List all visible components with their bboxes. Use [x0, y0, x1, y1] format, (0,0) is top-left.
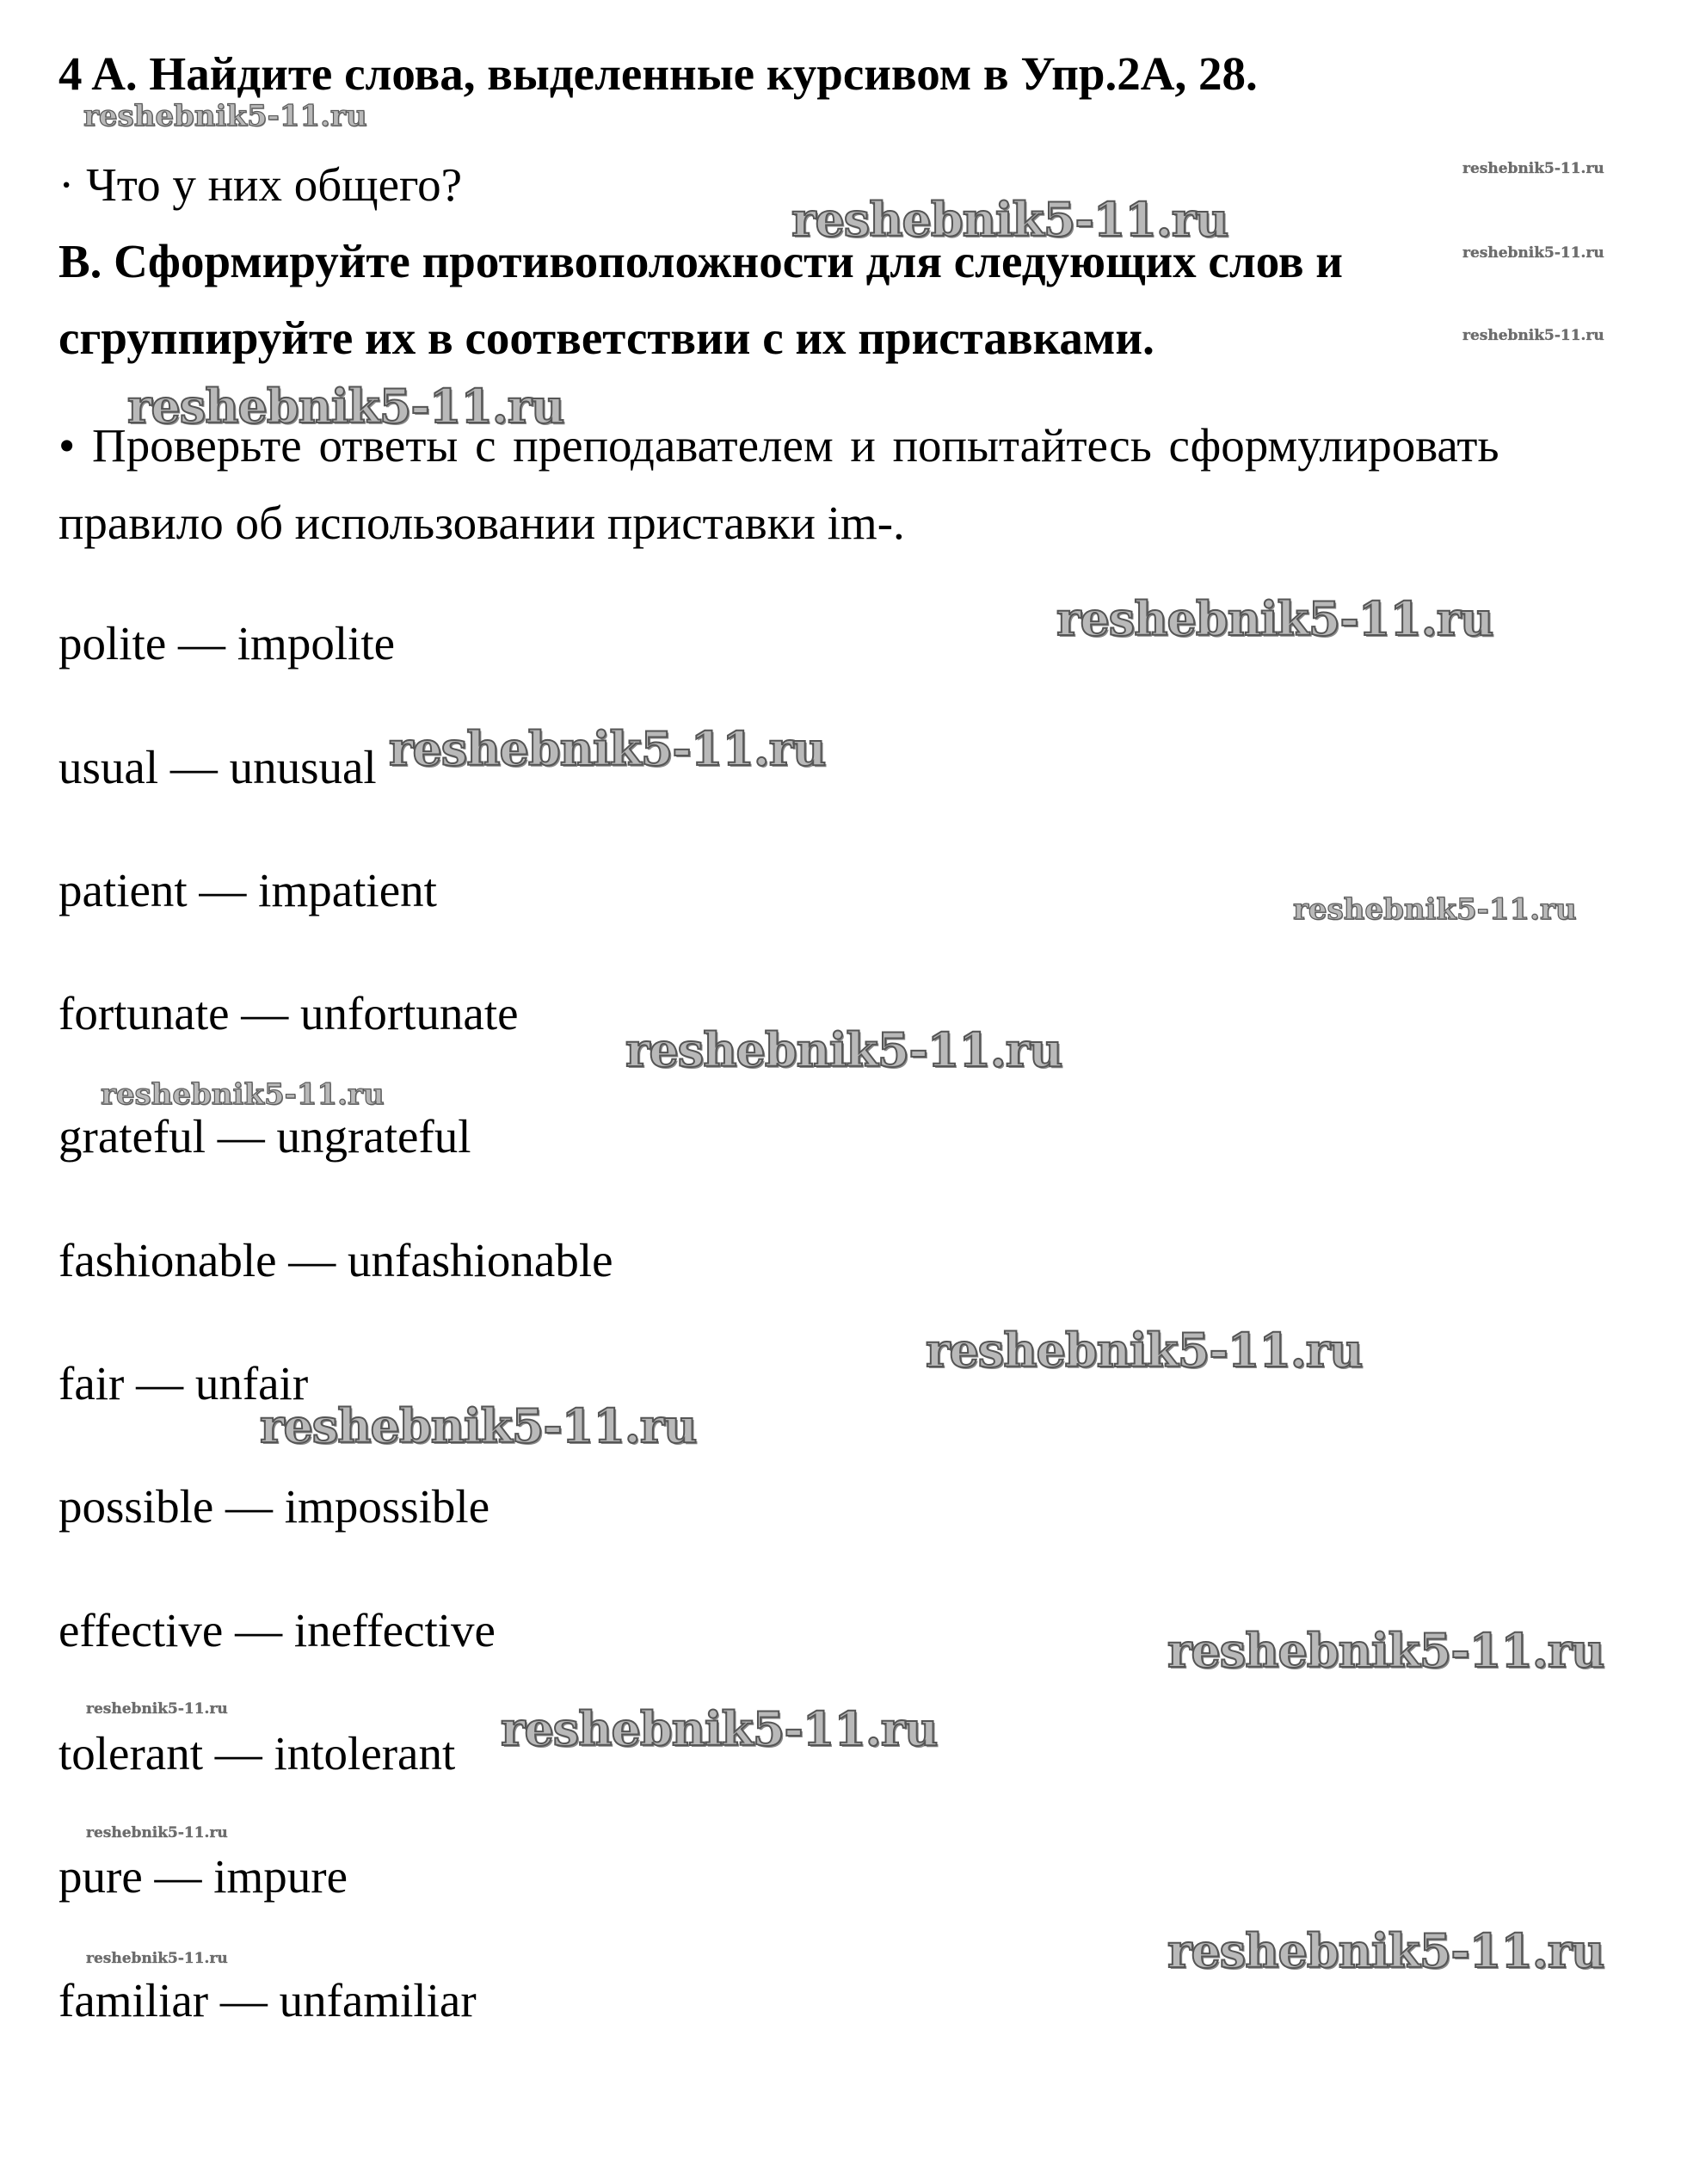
watermark: reshebnik5-11.ru: [86, 1824, 228, 1842]
word-pair-pure: pure — impure: [58, 1850, 348, 1903]
word-pair-tolerant: tolerant — intolerant: [58, 1727, 456, 1780]
watermark: reshebnik5-11.ru: [926, 1323, 1363, 1378]
watermark: reshebnik5-11.ru: [86, 1950, 228, 1967]
watermark: reshebnik5-11.ru: [1462, 160, 1604, 177]
exercise-heading-a: 4 A. Найдите слова, выделенные курсивом в Упр.2А, 28.: [58, 47, 1258, 100]
watermark: reshebnik5-11.ru: [1167, 1623, 1604, 1678]
watermark: reshebnik5-11.ru: [86, 1700, 228, 1718]
word-pair-fashionable: fashionable — unfashionable: [58, 1234, 613, 1286]
instruction-line2: правило об использовании приставки im-.: [58, 497, 905, 549]
instruction-line1: • Проверьте ответы с преподавателем и попытайтесь сформулировать: [58, 419, 1499, 472]
word-pair-usual: usual — unusual: [58, 741, 377, 793]
watermark: reshebnik5-11.ru: [1462, 244, 1604, 262]
watermark: reshebnik5-11.ru: [501, 1701, 938, 1756]
watermark: reshebnik5-11.ru: [389, 721, 826, 776]
question-text: · Что у них общего?: [58, 158, 463, 211]
watermark: reshebnik5-11.ru: [127, 379, 564, 434]
watermark: reshebnik5-11.ru: [1462, 327, 1604, 344]
word-pair-familiar: familiar — unfamiliar: [58, 1974, 477, 2027]
watermark: reshebnik5-11.ru: [1167, 1923, 1604, 1978]
watermark: reshebnik5-11.ru: [101, 1077, 385, 1112]
word-pair-fair: fair — unfair: [58, 1357, 309, 1410]
watermark: reshebnik5-11.ru: [83, 99, 367, 133]
watermark: reshebnik5-11.ru: [625, 1022, 1062, 1077]
word-pair-possible: possible — impossible: [58, 1480, 490, 1533]
watermark: reshebnik5-11.ru: [1293, 892, 1577, 927]
watermark: reshebnik5-11.ru: [1056, 591, 1493, 646]
word-pair-fortunate: fortunate — unfortunate: [58, 987, 519, 1040]
exercise-heading-b-line2: сгруппируйте их в соответствии с их приставками.: [58, 312, 1154, 364]
word-pair-effective: effective — ineffective: [58, 1604, 496, 1657]
word-pair-grateful: grateful — ungrateful: [58, 1110, 471, 1163]
word-pair-polite: polite — impolite: [58, 617, 396, 669]
exercise-heading-b-line1: B. Сформируйте противоположности для следующих слов и: [58, 235, 1343, 287]
watermark: reshebnik5-11.ru: [791, 192, 1228, 247]
word-pair-patient: patient — impatient: [58, 864, 437, 916]
watermark: reshebnik5-11.ru: [260, 1398, 697, 1453]
